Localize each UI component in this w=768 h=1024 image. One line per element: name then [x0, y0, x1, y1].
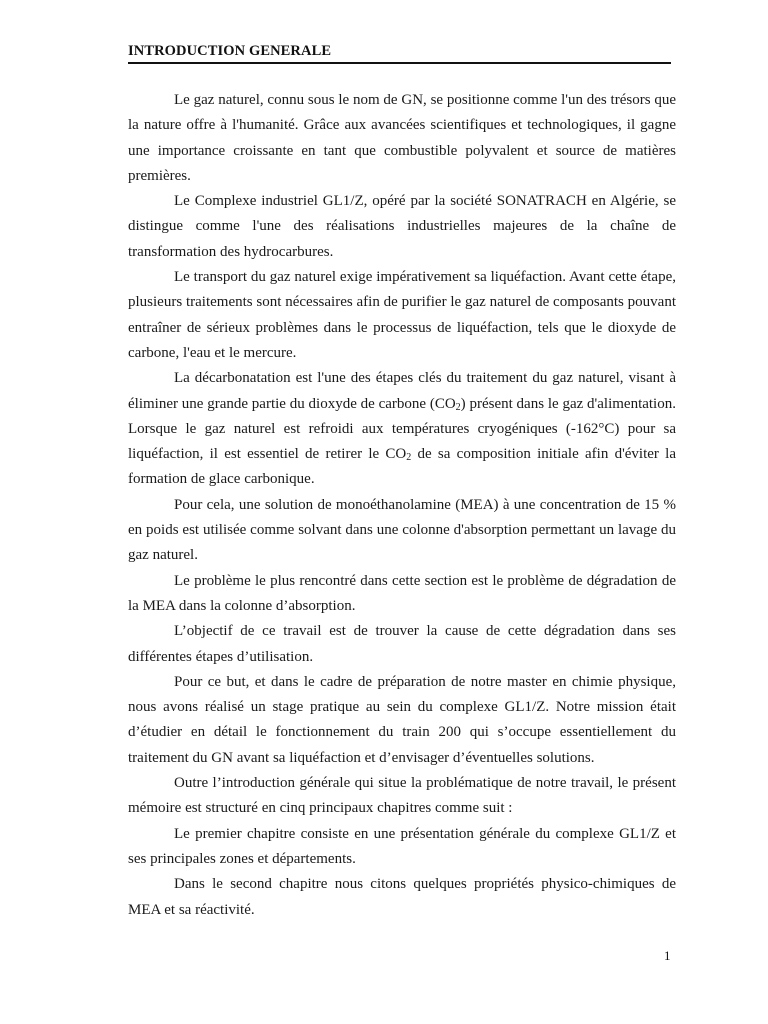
co2-subscript-2: 2 — [406, 452, 412, 464]
section-title: INTRODUCTION GENERALE — [128, 43, 332, 59]
paragraph-internship: Pour ce but, et dans le cadre de préparation de notre master en chimie physique, nous avons réalisé un stage pratique au sein du complexe GL1/Z. Notre mission était d’étudier en détail le fonctionnement du train 200 qui s’occupe essentiellement du traitement du GN avant sa liquéfaction et d’envisager d’éventuelles solutions. — [128, 673, 676, 766]
paragraph-complex-gl1z: Le Complexe industriel GL1/Z, opéré par la société SONATRACH en Algérie, se distingue comme l'une des réalisations industrielles majeures de la chaîne de transformation des hydrocarbures. — [128, 193, 676, 260]
paragraph-problem: Le problème le plus rencontré dans cette section est le problème de dégradation de la MEA dans la colonne d’absorption. — [128, 572, 676, 614]
page-header — [128, 42, 671, 64]
decarbonation-text-part1: La décarbonatation est l'une des étapes clés du traitement du gaz naturel, visant à éliminer une grande partie du dioxyde de carbone (CO — [128, 370, 676, 412]
paragraph-decarbonation — [128, 366, 676, 492]
paragraph-chapter-two: Dans le second chapitre nous citons quelques propriétés physico-chimiques de MEA et sa réactivité. — [128, 876, 676, 918]
paragraph-transport: Le transport du gaz naturel exige impérativement sa liquéfaction. Avant cette étape, plusieurs traitements sont nécessaires afin de purifier le gaz naturel de composants pouvant entraîner de sérieux problèmes dans le processus de liquéfaction, tels que le dioxyde de carbone, l'eau et le mercure. — [128, 269, 676, 361]
decarbonation-text-part2: ) présent dans le gaz d'alimentation. Lorsque le gaz naturel est refroidi aux températures cryogéniques (-162°C) pour sa liquéfaction, il est essentiel de retirer le CO — [128, 395, 676, 463]
paragraph-structure: Outre l’introduction générale qui situe la problématique de notre travail, le présent mémoire est structuré en cinq principaux chapitres comme suit : — [128, 775, 676, 817]
paragraph-natural-gas: Le gaz naturel, connu sous le nom de GN, se positionne comme l'un des trésors que la nature offre à l'humanité. Grâce aux avancées scientifiques et technologiques, il gagne une importance croissante en tant que combustible polyvalent et source de matières premières. — [128, 92, 676, 184]
paragraph-objective: L’objectif de ce travail est de trouver la cause de cette dégradation dans ses différentes étapes d’utilisation. — [128, 623, 676, 665]
decarbonation-text-part3: de sa composition initiale afin d'éviter la formation de glace carbonique. — [128, 446, 676, 488]
body-text — [128, 88, 676, 923]
co2-subscript-1: 2 — [455, 401, 461, 413]
paragraph-chapter-one: Le premier chapitre consiste en une présentation générale du complexe GL1/Z et ses principales zones et départements. — [128, 825, 676, 867]
paragraph-mea-solution: Pour cela, une solution de monoéthanolamine (MEA) à une concentration de 15 % en poids est utilisée comme solvant dans une colonne d'absorption permettant un lavage du gaz naturel. — [128, 496, 676, 564]
page-number: 1 — [664, 948, 671, 963]
